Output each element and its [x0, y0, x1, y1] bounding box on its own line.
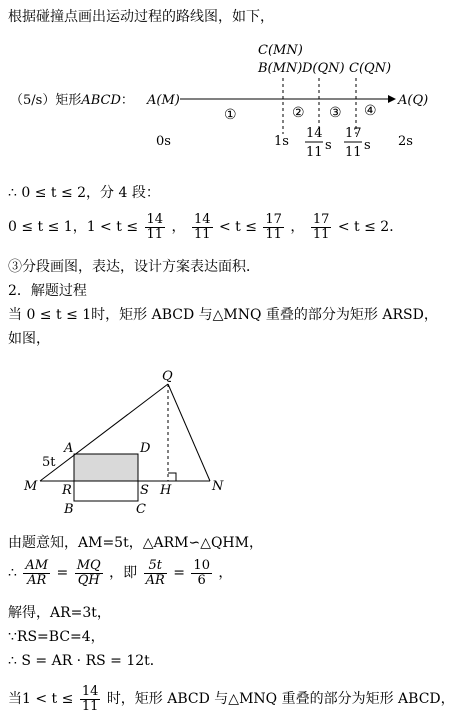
pt-c: C — [136, 502, 146, 517]
time-0s: 0s — [156, 134, 171, 149]
sol5-line: ∴ S = AR · RS = 12t． — [8, 653, 164, 669]
label-b-mn: B(MN) — [258, 61, 303, 76]
pt-n: N — [212, 479, 224, 494]
case1-line: 当 0 ≤ t ≤ 1时，矩形 ABCD 与△MNQ 重叠的部分为矩形 ARSD， — [8, 307, 438, 323]
label-c-mn: C(MN) — [258, 43, 303, 58]
case2-line: 当1 < t ≤ $\frac{14}{11}$ 时，矩形 ABCD 与△MNQ 重叠的部分为矩形 ABCD， — [8, 683, 455, 714]
route-arrowhead — [388, 95, 396, 103]
time-17-den: 11 — [345, 145, 362, 160]
label-d-qn: D(QN) — [302, 61, 345, 76]
time-14-num: 14 — [306, 126, 323, 141]
time-14-den: 11 — [306, 145, 323, 160]
pt-b: B — [64, 502, 74, 517]
pt-q: Q — [162, 369, 173, 384]
sol3-line: 解得，AR=3t， — [8, 605, 111, 621]
sol2-line: ∴ $\frac{AM}{AR}$ = $\frac{MQ}{QH}$ ，即 $\frac{5t}{AR}$ = $\frac{10}{6}$ ， — [8, 557, 233, 588]
side-qn — [168, 384, 210, 481]
segment-2: ② — [292, 105, 305, 121]
time-17-num: 17 — [345, 126, 362, 141]
geometry-figure — [0, 362, 462, 522]
intervals-line: 0 ≤ t ≤ 1，1 < t ≤ $\frac{14}{11}$ ， $\frac{14}{11}$ < t ≤ $\frac{17}{11}$ ， $\frac{17}{11}$ < t ≤ 2． — [8, 211, 404, 242]
time-14-unit: s — [325, 138, 332, 153]
heading-line: 2．解题过程 — [8, 283, 87, 299]
segment-3: ③ — [329, 105, 342, 121]
pt-a: A — [64, 441, 74, 456]
right-angle-mark — [168, 473, 176, 481]
sol1-line: 由题意知，AM=5t，△ARM∽△QHM， — [8, 535, 263, 551]
route-diagram — [0, 38, 462, 178]
label-c-qn: C(QN) — [349, 61, 392, 76]
route-end: A(Q) — [398, 93, 429, 108]
sol4-line: ∵RS=BC=4， — [8, 629, 105, 645]
pt-s: S — [140, 483, 149, 498]
segment-1: ① — [224, 107, 237, 123]
pt-d: D — [140, 441, 151, 456]
time-17-unit: s — [364, 138, 371, 153]
case1b-line: 如图， — [8, 331, 50, 347]
overlap-region — [74, 454, 138, 481]
len-am: 5t — [42, 455, 56, 470]
route-prefix: （5/s）矩形ABCD： — [10, 93, 134, 108]
time-2s: 2s — [398, 134, 413, 149]
time-1s: 1s — [274, 134, 289, 149]
pt-m: M — [24, 479, 38, 494]
method-line: ③分段画图，表达，设计方案表达面积． — [8, 259, 260, 275]
pt-h: H — [160, 483, 172, 498]
range-line: ∴ 0 ≤ t ≤ 2，分 4 段： — [8, 185, 160, 201]
segment-4: ④ — [364, 103, 377, 119]
pt-r: R — [62, 483, 72, 498]
intro-line: 根据碰撞点画出运动过程的路线图，如下， — [8, 9, 274, 25]
route-start: A(M) — [147, 93, 180, 108]
